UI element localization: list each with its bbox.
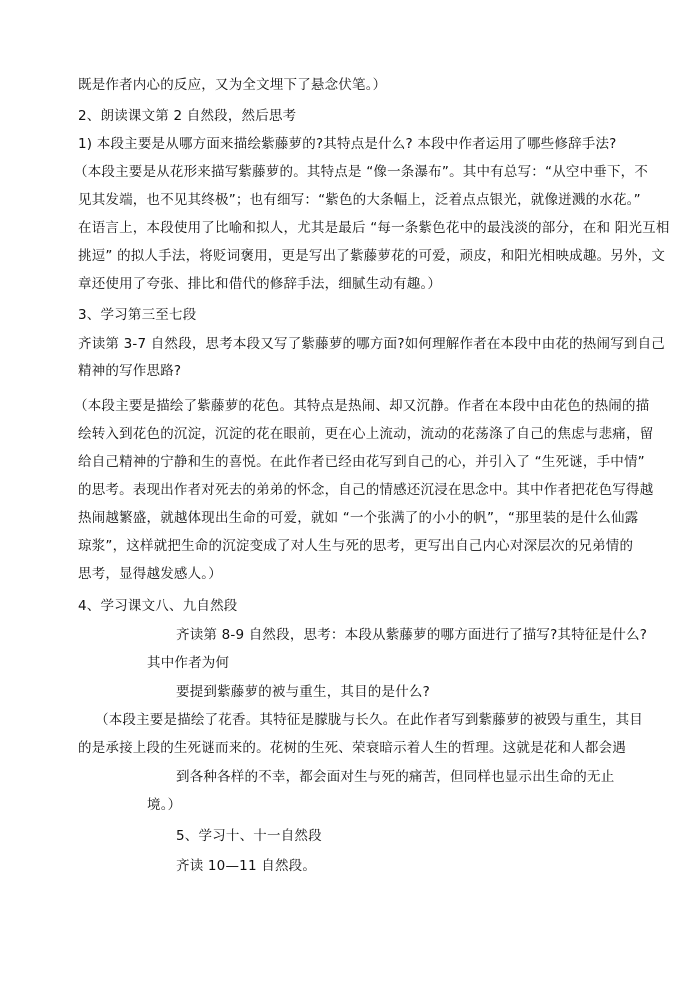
answer-line: 章还使用了夸张、排比和借代的修辞手法，细腻生动有趣。） <box>78 276 442 292</box>
answer-line: 热闹越繁盛，就越体现出生命的可爱，就如 “一个张满了的小小的帆”，“那里装的是什么仙露 <box>78 510 639 526</box>
answer-line: 见其发端，也不见其终极”；也有细写：“紫色的大条幅上，泛着点点银光，就像迸溅的水花。” <box>78 192 641 208</box>
question-line: 齐读第 3-7 自然段，思考本段又写了紫藤萝的哪方面?如何理解作者在本段中由花的热闹写到自己 <box>78 336 665 352</box>
question-line: 齐读第 8-9 自然段，思考：本段从紫藤萝的哪方面进行了描写?其特征是什么? <box>176 627 648 643</box>
answer-line: （本段主要是描绘了紫藤萝的花色。其特点是热闹、却又沉静。作者在本段中由花色的热闹的描 <box>74 398 650 414</box>
answer-line: 绘转入到花色的沉淀，沉淀的花在眼前，更在心上流动，流动的花荡涤了自己的焦虑与悲痛，留 <box>78 426 654 442</box>
question-line: 1) 本段主要是从哪方面来描绘紫藤萝的?其特点是什么? 本段中作者运用了哪些修辞手法? <box>78 136 617 152</box>
answer-line: 境。） <box>147 797 182 813</box>
section-heading: 3、学习第三至七段 <box>78 307 197 323</box>
answer-line: 的是承接上段的生死谜而来的。花树的生死、荣衰暗示着人生的哲理。这就是花和人都会遇 <box>78 740 626 756</box>
text-line: 既是作者内心的反应，又为全文埋下了悬念伏笔。） <box>78 77 387 93</box>
question-line: 要提到紫藤萝的被与重生，其目的是什么? <box>176 684 430 700</box>
text-line: 齐读 10—11 自然段。 <box>176 858 317 874</box>
answer-line: 在语言上，本段使用了比喻和拟人，尤其是最后 “每一条紫色花中的最浅淡的部分，在和 阳光互相 <box>78 220 670 236</box>
answer-line: 思考，显得越发感人。） <box>78 566 222 582</box>
answer-line: 到各种各样的不幸，都会面对生与死的痛苦，但同样也显示出生命的无止 <box>176 769 615 785</box>
answer-line: 给自己精神的宁静和生的喜悦。在此作者已经由花写到自己的心，并引入了 “生死谜，手中情” <box>78 454 645 470</box>
answer-line: （本段主要是从花形来描写紫藤萝的。其特点是 “像一条瀑布”。其中有总写：“从空中垂下，不 <box>74 164 649 180</box>
answer-line: 挑逗” 的拟人手法，将贬词褒用，更是写出了紫藤萝花的可爱，顽皮，和阳光相映成趣。另外，文 <box>78 248 666 264</box>
section-heading: 4、学习课文八、九自然段 <box>78 598 238 614</box>
answer-line: 的思考。表现出作者对死去的弟弟的怀念，自己的情感还沉浸在思念中。其中作者把花色写得越 <box>78 482 654 498</box>
answer-line: 琼浆”，这样就把生命的沉淀变成了对人生与死的思考，更写出自己内心对深层次的兄弟情的 <box>78 538 634 554</box>
section-heading: 2、朗读课文第 2 自然段，然后思考 <box>78 108 297 124</box>
question-line: 精神的写作思路? <box>78 363 182 379</box>
question-line: 其中作者为何 <box>147 655 230 671</box>
answer-line: （本段主要是描绘了花香。其特征是朦胧与长久。在此作者写到紫藤萝的被毁与重生，其目 <box>95 712 643 728</box>
section-heading: 5、学习十、十一自然段 <box>176 828 322 844</box>
